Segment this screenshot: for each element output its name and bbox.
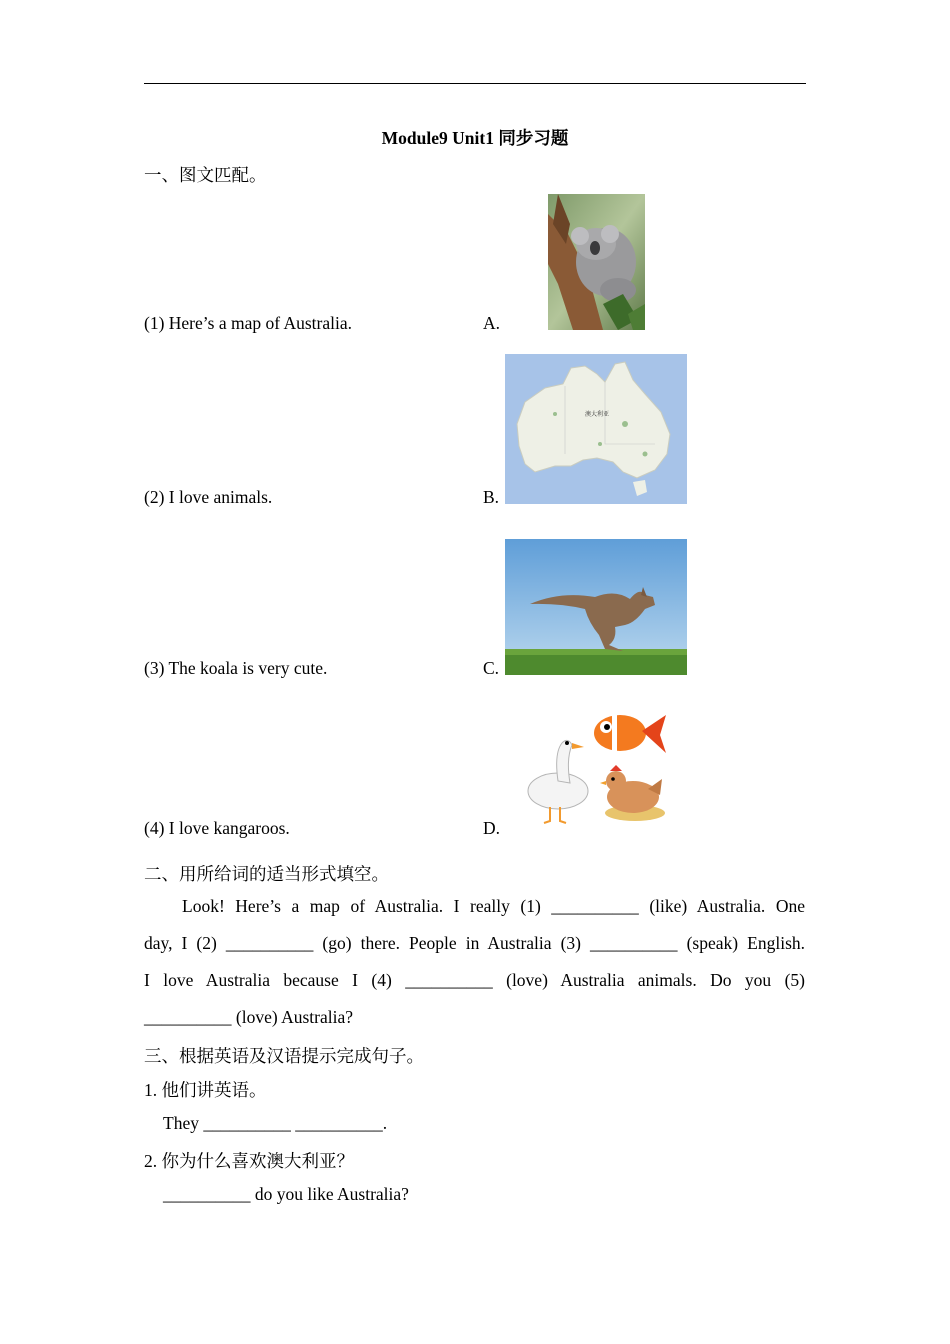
section3-heading: 三、根据英语及汉语提示完成句子。 xyxy=(144,1046,424,1066)
match-item-3: (3) The koala is very cute. xyxy=(144,658,328,678)
page-title: Module9 Unit1 同步习题 xyxy=(381,128,569,148)
passage-line-1: Look! Here’s a map of Australia. I really (1) __________ (like) Australia. One xyxy=(182,896,805,916)
match-item-2: (2) I love animals. xyxy=(144,487,273,507)
kangaroo-photo xyxy=(505,539,687,675)
map-country-label: 澳大利亚 xyxy=(585,411,610,418)
australia-map xyxy=(505,354,687,504)
option-b-label: B. xyxy=(483,487,500,507)
option-d-label: D. xyxy=(483,818,501,838)
option-a-label: A. xyxy=(483,313,501,333)
match-item-4: (4) I love kangaroos. xyxy=(144,818,290,838)
match-item-1: (1) Here’s a map of Australia. xyxy=(144,313,352,333)
passage-line-2: day, I (2) __________ (go) there. People in Australia (3) __________ (speak) English. xyxy=(144,933,805,953)
sentence-prompt-2: 2. 你为什么喜欢澳大利亚？ xyxy=(144,1151,354,1171)
passage-line-3: I love Australia because I (4) __________ (love) Australia animals. Do you (5) xyxy=(144,970,805,990)
koala-photo xyxy=(548,194,645,330)
fill-blank-passage xyxy=(144,888,805,1036)
sentence-prompt-1: 1. 他们讲英语。 xyxy=(144,1080,267,1100)
option-c-label: C. xyxy=(483,658,500,678)
animals-cartoon xyxy=(520,703,670,827)
sentence-answer-2: __________ do you like Australia? xyxy=(163,1184,409,1204)
section2-heading: 二、用所给词的适当形式填空。 xyxy=(144,864,389,884)
section1-heading: 一、图文匹配。 xyxy=(144,165,267,185)
sentence-answer-1: They __________ __________. xyxy=(163,1113,388,1133)
header-rule xyxy=(144,83,806,84)
passage-line-4: __________ (love) Australia? xyxy=(144,1007,353,1027)
